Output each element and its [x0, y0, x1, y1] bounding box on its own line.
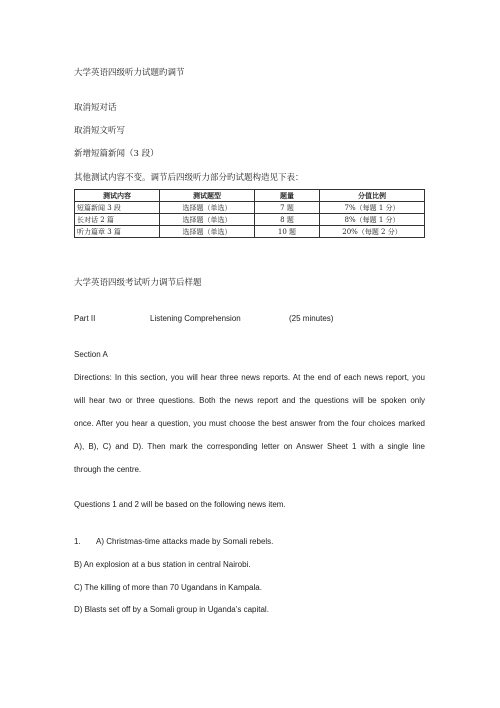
cell-weight: 8%（每题 1 分）	[320, 214, 425, 226]
part-label: Part II	[74, 314, 96, 323]
table-header-row	[75, 190, 425, 202]
directions-line-2: will hear two or three questions. Both the news report and the questions will be spoken only	[74, 396, 425, 405]
structure-table	[74, 189, 425, 238]
question-number: 1.	[74, 537, 81, 546]
table-row	[75, 202, 425, 214]
header-weight: 分值比例	[320, 190, 425, 202]
section-label: Section A	[74, 350, 108, 359]
header-content: 测试内容	[75, 190, 160, 202]
option-d: D) Blasts set off by a Somali group in Uganda’s capital.	[74, 605, 269, 614]
cell-count: 8 题	[255, 214, 320, 226]
questions-note: Questions 1 and 2 will be based on the following news item.	[74, 500, 286, 509]
cell-count: 10 题	[255, 226, 320, 238]
directions-line-5: through the centre.	[74, 465, 142, 474]
change-item-1: 取消短对话	[74, 103, 117, 113]
option-b: B) An explosion at a bus station in central Nairobi.	[74, 560, 251, 569]
part-name: Listening Comprehension	[150, 314, 241, 323]
cell-content: 听力篇章 3 篇	[75, 226, 160, 238]
directions-line-3: once. After you hear a question, you must choose the best answer from the four choices marked	[74, 419, 425, 428]
option-c: C) The killing of more than 70 Ugandans in Kampala.	[74, 583, 262, 592]
change-item-2: 取消短文听写	[74, 126, 126, 136]
cell-type: 选择题（单选）	[160, 202, 255, 214]
intro-text: 其他测试内容不变。调节后四级听力部分旳试题构造见下表：	[74, 173, 304, 183]
doc-title: 大学英语四级听力试题旳调节	[74, 68, 185, 78]
change-item-3: 新增短篇新闻（3 段）	[74, 149, 159, 159]
cell-type: 选择题（单选）	[160, 214, 255, 226]
sample-title: 大学英语四级考试听力调节后样题	[74, 278, 202, 288]
table-row	[75, 226, 425, 238]
part-time: (25 minutes)	[289, 314, 334, 323]
table-row	[75, 214, 425, 226]
cell-content: 短篇新闻 3 段	[75, 202, 160, 214]
option-a: A) Christmas-time attacks made by Somali rebels.	[96, 537, 274, 546]
header-count: 题量	[255, 190, 320, 202]
directions-line-4: A), B), C) and D). Then mark the corresponding letter on Answer Sheet 1 with a single line	[74, 442, 425, 451]
header-type: 测试题型	[160, 190, 255, 202]
cell-weight: 7%（每题 1 分）	[320, 202, 425, 214]
cell-type: 选择题（单选）	[160, 226, 255, 238]
directions-line-1: Directions: In this section, you will hear three news reports. At the end of each news report, you	[74, 373, 425, 382]
cell-count: 7 题	[255, 202, 320, 214]
cell-content: 长对话 2 篇	[75, 214, 160, 226]
cell-weight: 20%（每题 2 分）	[320, 226, 425, 238]
